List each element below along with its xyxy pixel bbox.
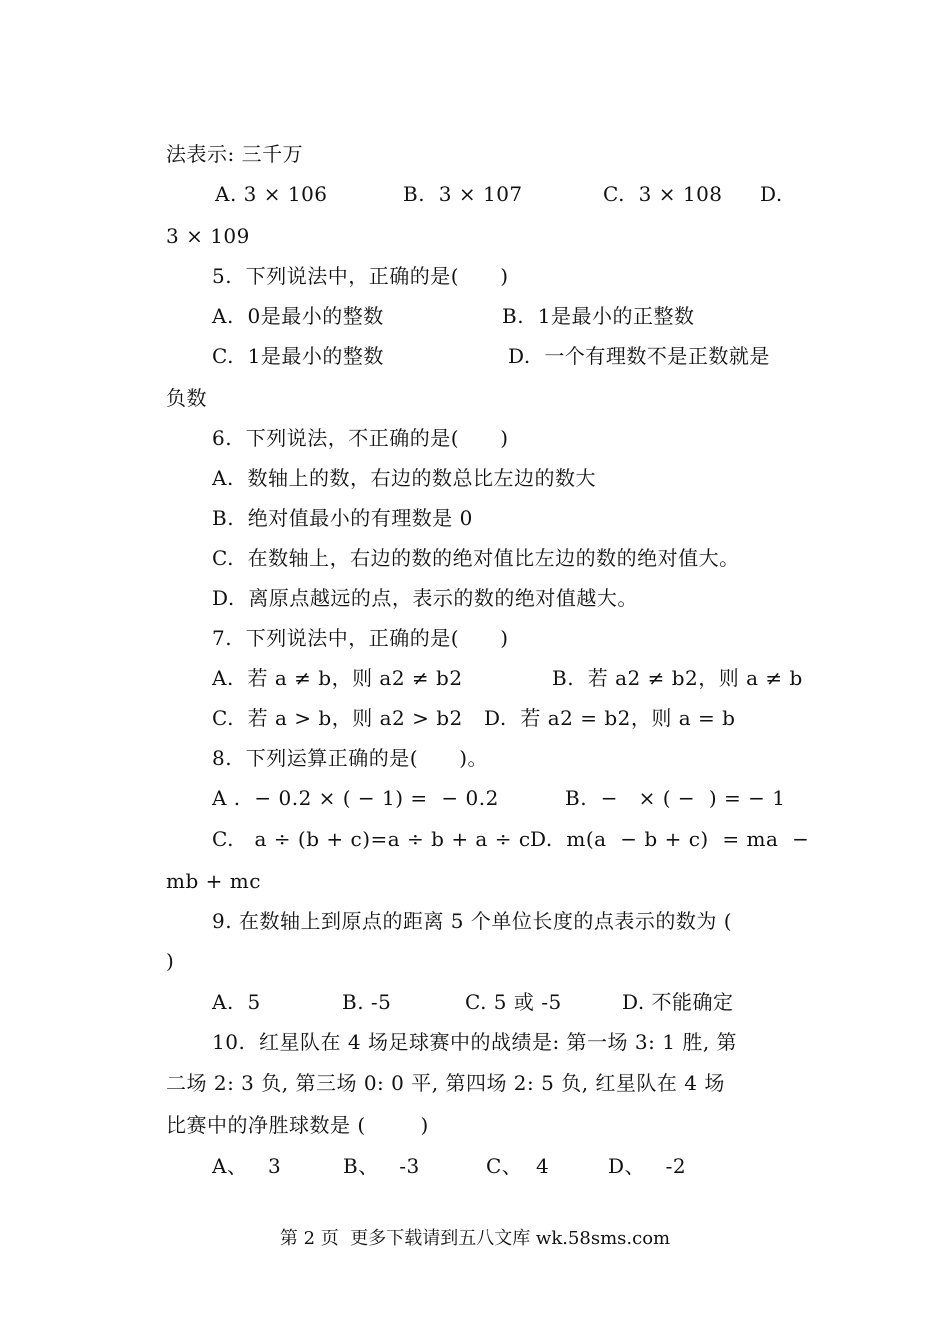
q6-option-a: A. 数轴上的数，右边的数总比左边的数大 [212, 466, 597, 490]
q4-option-d: D. [760, 182, 783, 206]
q5-option-b: B. 1是最小的正整数 [502, 304, 695, 328]
q4-option-d-value: 3 × 109 [166, 224, 250, 248]
q10-option-b: B、 -3 [343, 1154, 420, 1178]
q9-option-d: D. 不能确定 [622, 990, 734, 1014]
q7-option-d: D. 若 a2 = b2，则 a = b [484, 706, 736, 730]
q6-option-c: C. 在数轴上，右边的数的绝对值比左边的数的绝对值大。 [212, 546, 740, 570]
q6-stem: 6. 下列说法，不正确的是( ) [212, 426, 509, 450]
q5-option-a: A. 0是最小的整数 [212, 304, 384, 328]
q5-option-c: C. 1是最小的整数 [212, 344, 384, 368]
q6-option-b: B. 绝对值最小的有理数是 0 [212, 506, 473, 530]
q9-option-c: C. 5 或 -5 [465, 990, 562, 1014]
q10-stem-line3: 比赛中的净胜球数是 ( ) [166, 1113, 429, 1137]
q7-stem: 7. 下列说法中，正确的是( ) [212, 626, 509, 650]
q9-option-b: B. -5 [342, 990, 392, 1014]
q10-option-d: D、 -2 [608, 1154, 687, 1178]
q9-stem: 9. 在数轴上到原点的距离 5 个单位长度的点表示的数为 ( [212, 909, 733, 933]
q4-option-b: B. 3 × 107 [403, 182, 523, 206]
q5-option-d: D. 一个有理数不是正数就是 [508, 344, 770, 368]
q8-option-b: B. − × ( − ) = − 1 [565, 786, 786, 810]
q5-option-d-tail: 负数 [166, 386, 207, 410]
q8-stem: 8. 下列运算正确的是( )。 [212, 746, 489, 770]
q5-stem: 5. 下列说法中，正确的是( ) [212, 264, 509, 288]
q8-option-d: D. m(a − b + c) = ma − [530, 827, 810, 851]
q9-stem-tail: ) [166, 949, 175, 973]
q10-option-c: C、 4 [486, 1154, 550, 1178]
q8-option-c: C. a ÷ (b + c)=a ÷ b + a ÷ c [212, 827, 531, 851]
q7-option-a: A. 若 a ≠ b，则 a2 ≠ b2 [212, 666, 463, 690]
q7-option-b: B. 若 a2 ≠ b2，则 a ≠ b [552, 666, 803, 690]
q8-option-a: A . − 0.2 × ( − 1) = − 0.2 [212, 786, 499, 810]
q4-option-a: A. 3 × 106 [215, 182, 328, 206]
q7-option-c: C. 若 a > b，则 a2 > b2 [212, 706, 463, 730]
q10-stem-line2: 二场 2: 3 负, 第三场 0: 0 平, 第四场 2: 5 负, 红星队在 4 场 [166, 1071, 725, 1095]
q10-stem-line1: 10. 红星队在 4 场足球赛中的战绩是: 第一场 3: 1 胜, 第 [212, 1030, 738, 1054]
q6-option-d: D. 离原点越远的点，表示的数的绝对值越大。 [212, 586, 638, 610]
q8-option-d-tail: mb + mc [166, 869, 261, 893]
q10-option-a: A、 3 [212, 1154, 282, 1178]
q4-option-c: C. 3 × 108 [603, 182, 723, 206]
q4-stem-tail: 法表示: 三千万 [166, 142, 304, 166]
page-footer: 第 2 页 更多下载请到五八文库 wk.58sms.com [279, 1228, 671, 1249]
q9-option-a: A. 5 [212, 990, 261, 1014]
